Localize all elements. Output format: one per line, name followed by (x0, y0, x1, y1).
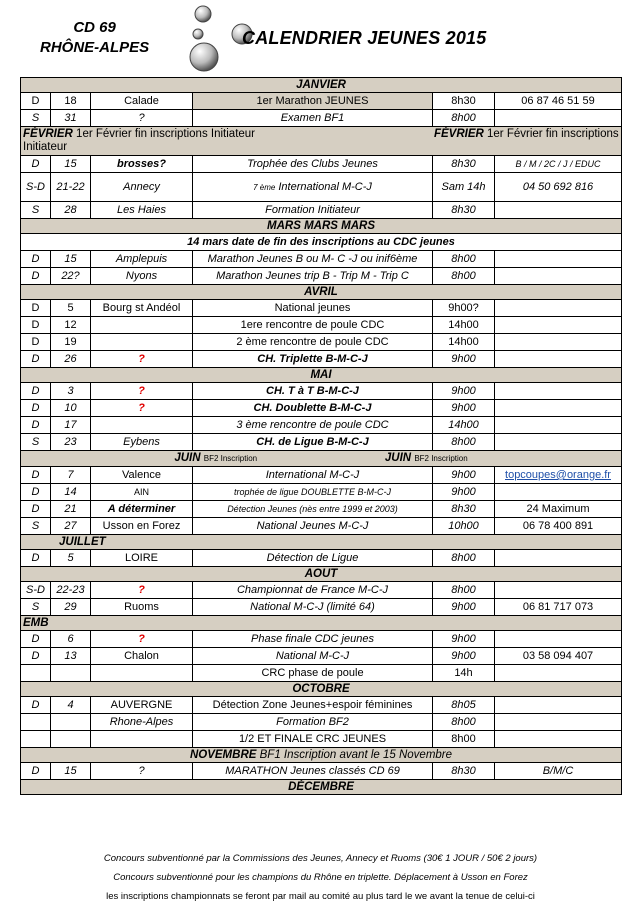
table-row: D 17 3 ème rencontre de poule CDC 14h00 (21, 417, 622, 434)
table-row: D 13 Chalon National M-C-J 9h00 03 58 094 407 (21, 648, 622, 665)
footer-note-3: les inscriptions championnats se feront par mail au comité au plus tard le we avant la tenue de celui-ci (106, 891, 535, 902)
table-row: D 6 ? Phase finale CDC jeunes 9h00 (21, 631, 622, 648)
organization-header (40, 18, 149, 58)
table-row: S-D 22-23 ? Championnat de France M-C-J 8h00 (21, 582, 622, 599)
table-row: Rhone-Alpes Formation BF2 8h00 (21, 714, 622, 731)
table-row: D 21 A déterminer Détection Jeunes (nès entre 1999 et 2003) 8h30 24 Maximum (21, 501, 622, 518)
table-row: D 19 2 ème rencontre de poule CDC 14h00 (21, 334, 622, 351)
table-row: D 5 LOIRE Détection de Ligue 8h00 (21, 550, 622, 567)
table-row: D 3 ? CH. T à T B-M-C-J 9h00 (21, 383, 622, 400)
section-mars: MARS MARS MARS (21, 219, 622, 234)
section-janvier: JANVIER (21, 78, 622, 93)
table-row: S 31 ? Examen BF1 8h00 (21, 110, 622, 127)
table-row: D 5 Bourg st Andéol National jeunes 9h00? (21, 300, 622, 317)
table-row: S 29 Ruoms National M-C-J (limité 64) 9h00 06 81 717 073 (21, 599, 622, 616)
org-line-1: CD 69 (73, 19, 116, 36)
section-aout: AOUT (21, 567, 622, 582)
table-row: D 4 AUVERGNE Détection Zone Jeunes+espoir féminines 8h05 (21, 697, 622, 714)
section-octobre: OCTOBRE (21, 682, 622, 697)
table-row: S 27 Usson en Forez National Jeunes M-C-J 10h00 06 78 400 891 (21, 518, 622, 535)
calendar-table (20, 77, 622, 795)
table-row: 1/2 ET FINALE CRC JEUNES 8h00 (21, 731, 622, 748)
table-row: D 26 ? CH. Triplette B-M-C-J 9h00 (21, 351, 622, 368)
section-fevrier: FÉVRIER 1er Février fin inscriptions Initiateur FÉVRIER 1er Février fin inscriptions Initiateur (21, 127, 622, 156)
section-mai: MAI (21, 368, 622, 383)
section-novembre: NOVEMBRE BF1 Inscription avant le 15 Novembre (21, 748, 622, 763)
page-title: CALENDRIER JEUNES 2015 (242, 28, 487, 48)
contact-email-link[interactable]: topcoupes@orange.fr (495, 467, 622, 484)
table-row: S 23 Eybens CH. de Ligue B-M-C-J 8h00 (21, 434, 622, 451)
table-row: D 10 ? CH. Doublette B-M-C-J 9h00 (21, 400, 622, 417)
table-row: D 18 Calade 1er Marathon JEUNES 8h30 06 87 46 51 59 (21, 93, 622, 110)
mars-note: 14 mars date de fin des inscriptions au CDC jeunes (21, 234, 622, 251)
table-row: D 15 brosses? Trophée des Clubs Jeunes 8h30 B / M / 2C / J / EDUC (21, 156, 622, 173)
footer-note-2: Concours subventionné pour les champions du Rhône en triplette. Déplacement à Usson en Forez (113, 872, 528, 883)
table-row: D 7 Valence International M-C-J 9h00 topcoupes@orange.fr (21, 467, 622, 484)
table-row: D 12 1ere rencontre de poule CDC 14h00 (21, 317, 622, 334)
org-line-2: RHÔNE-ALPES (40, 39, 150, 56)
section-juillet: JUILLET (21, 535, 622, 550)
table-row: D 15 Amplepuis Marathon Jeunes B ou M- C -J ou inif6ème 8h00 (21, 251, 622, 268)
table-row: D 14 AIN trophée de ligue DOUBLETTE B-M-C-J 9h00 (21, 484, 622, 501)
section-decembre: DÉCEMBRE (21, 780, 622, 795)
table-row: S-D 21-22 Annecy 7 ème International M-C-J Sam 14h 04 50 692 816 (21, 173, 622, 202)
section-emb: EMB (21, 616, 622, 631)
table-row: D 22? Nyons Marathon Jeunes trip B - Trip M - Trip C 8h00 (21, 268, 622, 285)
table-row: D 15 ? MARATHON Jeunes classés CD 69 8h30 B/M/C (21, 763, 622, 780)
section-juin: JUIN BF2 Inscription JUIN BF2 Inscription (21, 451, 622, 467)
table-row: CRC phase de poule 14h (21, 665, 622, 682)
table-row: S 28 Les Haies Formation Initiateur 8h30 (21, 202, 622, 219)
footer-note-1: Concours subventionné par la Commissions des Jeunes, Annecy et Ruoms (30€ 1 JOUR / 50€ 2 jours) (103, 853, 538, 864)
section-avril: AVRIL (21, 285, 622, 300)
